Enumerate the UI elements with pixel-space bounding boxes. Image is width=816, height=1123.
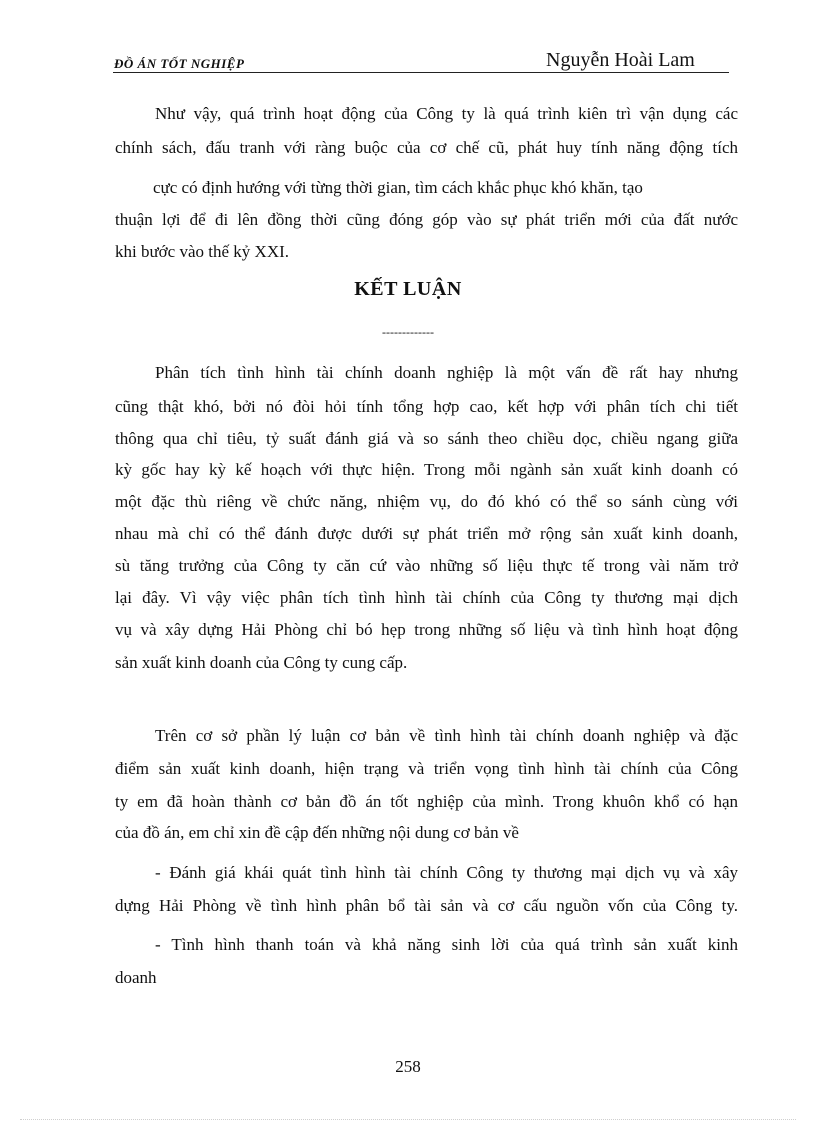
paragraph-line: của đồ án, em chỉ xin đề cập đến những nội dung cơ bản về [115, 823, 519, 842]
paragraph-line: lại đây. Vì vậy việc phân tích tình hình tài chính của Công ty thương mại dịch [115, 588, 738, 607]
paragraph-line: thông qua chỉ tiêu, tỷ suất đánh giá và so sánh theo chiều dọc, chiều ngang giữa [115, 429, 738, 448]
paragraph-line: khi bước vào thế kỷ XXI. [115, 242, 290, 261]
paragraph-line: dựng Hải Phòng về tình hình phân bổ tài sản và cơ cấu nguồn vốn của Công ty. [115, 896, 738, 915]
paragraph-line: doanh [115, 968, 157, 987]
paragraph-line: nhau mà chỉ có thể đánh được dưới sự phát triển mở rộng sản xuất kinh doanh, [115, 524, 738, 543]
page-number: 258 [395, 1057, 421, 1076]
header-document-type: ĐỒ ÁN TỐT NGHIỆP [114, 56, 245, 71]
paragraph-line: ty em đã hoàn thành cơ bản đồ án tốt nghiệp của mình. Trong khuôn khổ có hạn [115, 792, 738, 811]
paragraph-line: kỳ gốc hay kỳ kế hoạch với thực hiện. Trong mỗi ngành sản xuất kinh doanh có [115, 460, 738, 479]
paragraph-line: Trên cơ sở phần lý luận cơ bản về tình hình tài chính doanh nghiệp và đặc [155, 726, 738, 745]
paragraph-line: vụ và xây dựng Hải Phòng chỉ bó hẹp trong những số liệu và tình hình hoạt động [115, 620, 738, 639]
paragraph-line: - Đánh giá khái quát tình hình tài chính Công ty thương mại dịch vụ và xây [155, 863, 738, 882]
paragraph-line: Phân tích tình hình tài chính doanh nghiệp là một vấn đề rất hay nhưng [155, 363, 738, 382]
paragraph-line: cũng thật khó, bởi nó đòi hỏi tính tổng hợp cao, kết hợp với phân tích chi tiết [115, 397, 738, 416]
section-title: KẾT LUẬN [354, 278, 462, 300]
paragraph-line: một đặc thù riêng về chức năng, nhiệm vụ, do đó khó có thể so sánh cùng với [115, 492, 738, 511]
paragraph-line: sản xuất kinh doanh của Công ty cung cấp. [115, 653, 408, 672]
paragraph-line: điểm sản xuất kinh doanh, hiện trạng và triển vọng tình hình tài chính của Công [115, 759, 738, 778]
paragraph-line: thuận lợi để đi lên đồng thời cũng đóng góp vào sự phát triển mới của đất nước [115, 210, 738, 229]
paragraph-line: - Tình hình thanh toán và khả năng sinh lời của quá trình sản xuất kinh [155, 935, 738, 954]
page-bottom-edge [20, 1119, 796, 1120]
section-divider: ------------- [382, 325, 434, 339]
paragraph-line: chính sách, đấu tranh với ràng buộc của cơ chế cũ, phát huy tính năng động tích [115, 138, 738, 157]
paragraph-line: cực có định hướng với từng thời gian, tìm cách khắc phục khó khăn, tạo [153, 178, 643, 197]
header-author-name: Nguyễn Hoài Lam [546, 49, 695, 71]
paragraph-line: Như vậy, quá trình hoạt động của Công ty là quá trình kiên trì vận dụng các [155, 104, 738, 123]
header-rule [113, 72, 729, 73]
paragraph-line: sù tăng trưởng của Công ty căn cứ vào những số liệu thực tế trong vài năm trở [115, 556, 738, 575]
